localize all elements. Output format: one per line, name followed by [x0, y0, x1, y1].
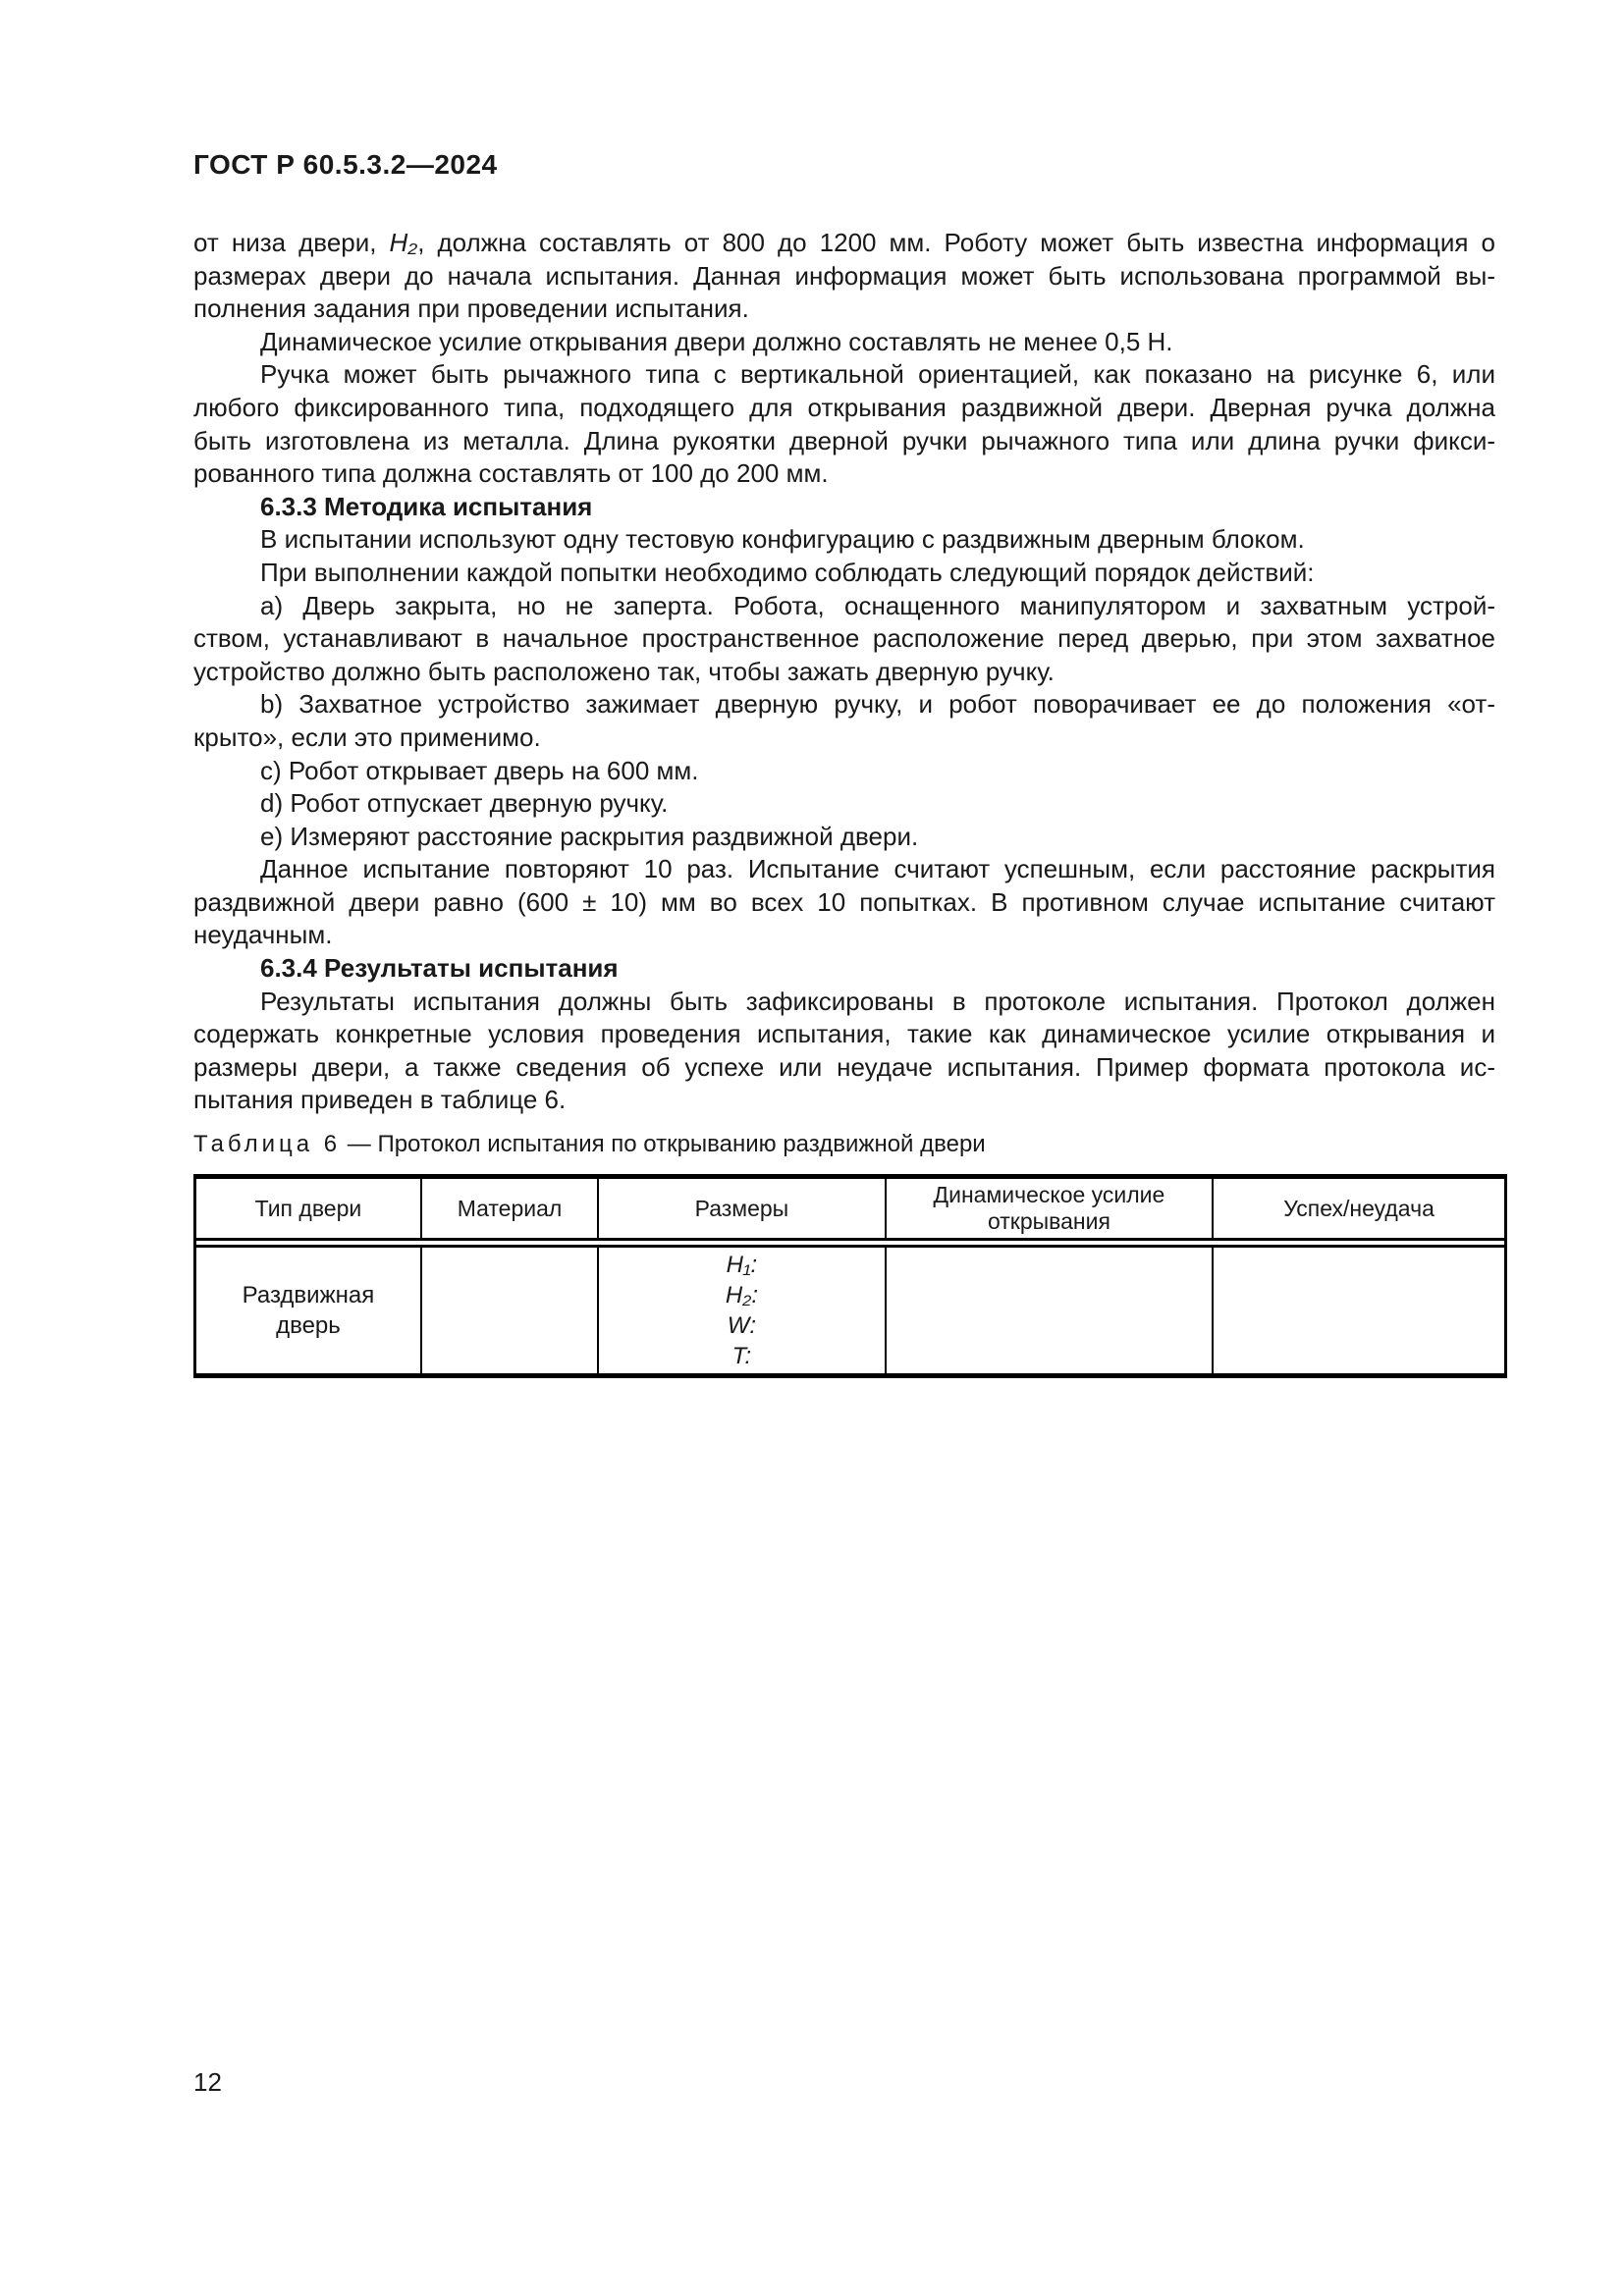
- body-line: a) Дверь закрыта, но не заперта. Робота, оснащенного манипулятором и захватным устрой-: [260, 590, 1495, 620]
- section-heading-6-3-4: 6.3.4 Результаты испытания: [260, 953, 619, 984]
- body-line: При выполнении каждой попытки необходимо соблюдать следующий порядок действий:: [260, 557, 1315, 587]
- body-line: Данное испытание повторяют 10 раз. Испытание считают успешным, если расстояние раскрытия: [260, 854, 1495, 884]
- body-line: устройство должно быть расположено так, чтобы зажать дверную ручку.: [193, 656, 1055, 686]
- body-line: Результаты испытания должны быть зафиксированы в протоколе испытания. Протокол должен: [260, 986, 1495, 1016]
- body-line: неудачным.: [193, 920, 333, 950]
- door-type-text: [243, 1280, 375, 1341]
- body-line: пытания приведен в таблице 6.: [193, 1085, 567, 1115]
- body-line: крыто», если это применимо.: [193, 721, 541, 752]
- cell-sizes: [599, 1248, 887, 1373]
- table-data-row: [196, 1248, 1504, 1373]
- body-line: любого фиксированного типа, подходящего для открывания раздвижной двери. Дверная ручка должна: [193, 392, 1495, 422]
- body-line: содержать конкретные условия проведения испытания, такие как динамическое усилие открывания и: [193, 1019, 1495, 1049]
- size-h2: H₂:: [725, 1282, 758, 1308]
- body-line: Динамическое усилие открывания двери должно составлять не менее 0,5 Н.: [260, 326, 1173, 356]
- body-line: c) Робот открывает дверь на 600 мм.: [260, 755, 699, 785]
- variable-h2: H₂: [389, 228, 418, 257]
- standard-code-header: ГОСТ Р 60.5.3.2—2024: [193, 149, 498, 180]
- table-caption: [193, 1131, 986, 1158]
- body-line: ством, устанавливают в начальное пространственное расположение перед дверью, при этом захватное: [193, 623, 1495, 654]
- size-h1: H₁:: [726, 1252, 758, 1278]
- body-line: полнения задания при проведении испытания.: [193, 294, 749, 324]
- body-line: быть изготовлена из металла. Длина рукоятки дверной ручки рычажного типа или длина ручки фикси-: [193, 425, 1495, 455]
- body-line: рованного типа должна составлять от 100 до 200 мм.: [193, 458, 829, 489]
- body-line: e) Измеряют расстояние раскрытия раздвижной двери.: [260, 821, 919, 851]
- col-header-material: Материал: [422, 1179, 599, 1238]
- table-caption-text: — Протокол испытания по открыванию раздвижной двери: [341, 1131, 986, 1157]
- table-6: [193, 1174, 1507, 1378]
- cell-material: [422, 1248, 599, 1373]
- cell-door-type: [196, 1248, 422, 1373]
- col-header-dynamic-force: Динамическое усилие открывания: [887, 1179, 1214, 1238]
- col-header-result: Успех/неудача: [1283, 1195, 1435, 1221]
- section-heading-6-3-3: 6.3.3 Методика испытания: [260, 491, 593, 521]
- body-line: Ручка может быть рычажного типа с вертикальной ориентацией, как показано на рисунке 6, или: [260, 359, 1495, 390]
- door-type-line: дверь: [276, 1312, 341, 1339]
- body-line: размерах двери до начала испытания. Данная информация может быть использована программой вы-: [193, 260, 1495, 291]
- body-line: раздвижной двери равно (600 ± 10) мм во всех 10 попытках. В противном случае испытание считают: [193, 886, 1495, 917]
- door-type-line: Раздвижная: [242, 1282, 375, 1308]
- size-w: W:: [727, 1312, 757, 1339]
- body-line: [193, 227, 1495, 260]
- line-text: , должна составлять от 800 до 1200 мм. Роботу может быть известна информация о: [417, 228, 1495, 257]
- table-caption-label: Таблица 6: [193, 1131, 342, 1157]
- body-line: размеры двери, а также сведения об успехе или неудаче испытания. Пример формата протокола ис-: [193, 1051, 1495, 1082]
- body-line: b) Захватное устройство зажимает дверную ручку, и робот поворачивает ее до положения «от-: [260, 689, 1495, 720]
- page-number: 12: [193, 2067, 222, 2097]
- body-line: В испытании используют одну тестовую конфигурацию с раздвижным дверным блоком.: [260, 524, 1305, 555]
- sizes-list: [726, 1250, 758, 1371]
- cell-dynamic-force: [887, 1248, 1214, 1373]
- col-header-sizes: Размеры: [599, 1179, 887, 1238]
- cell-result: [1214, 1248, 1504, 1373]
- line-text: от низа двери,: [193, 228, 390, 257]
- body-text-block: [193, 227, 1495, 1117]
- table-header-row: [196, 1179, 1504, 1248]
- size-t: T:: [731, 1343, 752, 1369]
- col-header-door-type: Тип двери: [196, 1179, 422, 1238]
- body-line: d) Робот отпускает дверную ручку.: [260, 788, 669, 819]
